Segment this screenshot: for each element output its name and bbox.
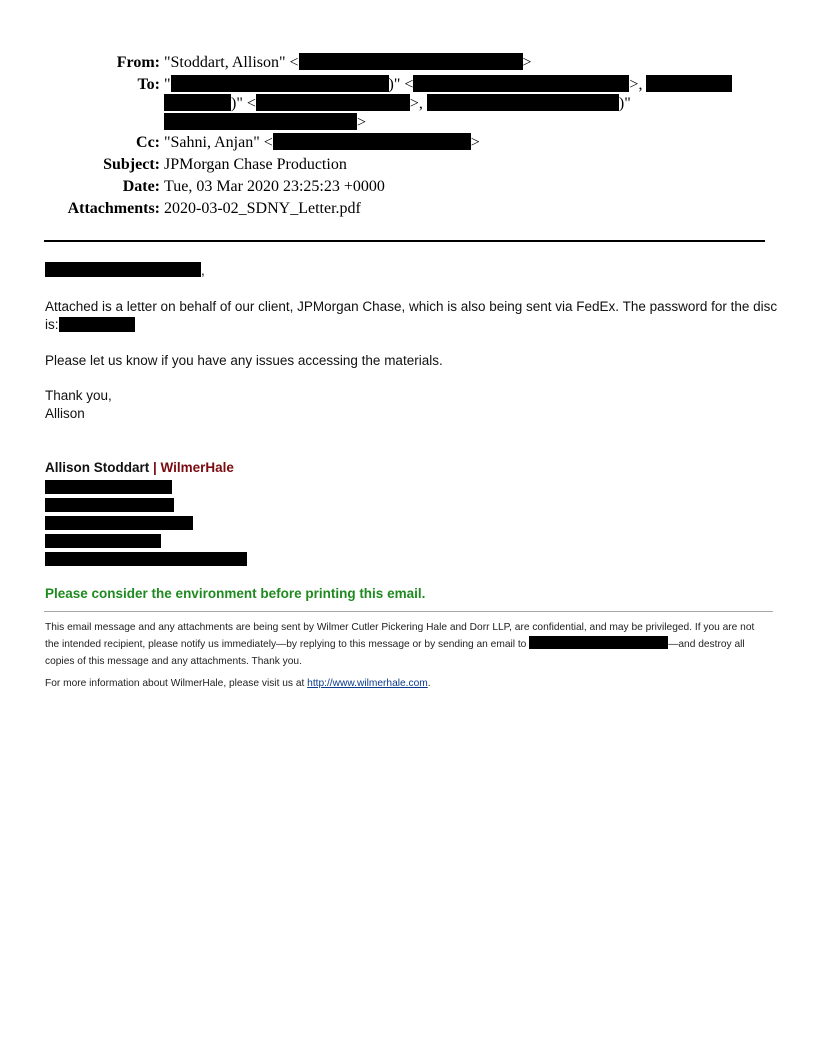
attachments-label: Attachments: (67, 200, 160, 217)
website-link[interactable]: http://www.wilmerhale.com (307, 678, 428, 689)
from-end: > (522, 54, 532, 71)
to-sep: )" < (388, 76, 414, 93)
to-sep: )" (618, 95, 631, 112)
subject-value: JPMorgan Chase Production (164, 156, 347, 173)
redacted-block (45, 480, 172, 494)
cc-name: "Sahni, Anjan" < (164, 134, 273, 151)
paragraph-1-line-1: Attached is a letter on behalf of our client, JPMorgan Chase, which is also being sent via FedEx. The password for the disc (45, 299, 778, 314)
signoff: Allison (45, 406, 85, 421)
redacted-block (646, 75, 732, 92)
redacted-block (427, 94, 619, 111)
disclaimer-line-2-b: —and destroy all (668, 639, 745, 650)
paragraph-2: Please let us know if you have any issues accessing the materials. (45, 353, 443, 368)
to-value-line2 (164, 94, 631, 114)
environment-notice: Please consider the environment before printing this email. (45, 586, 426, 601)
to-sep: > (357, 114, 367, 131)
password-label: is: (45, 317, 59, 332)
more-info-text: For more information about WilmerHale, please visit us at (45, 678, 308, 689)
from-name: "Stoddart, Allison" < (164, 54, 299, 71)
redacted-block (299, 53, 523, 70)
signature-line (45, 459, 234, 477)
signature-firm: WilmerHale (160, 460, 234, 475)
redacted-block (45, 534, 161, 548)
subject-label: Subject: (103, 156, 160, 173)
to-value-line3 (164, 113, 366, 133)
to-sep: )" < (231, 95, 256, 112)
to-quote: " (164, 76, 171, 93)
disclaimer-line-1: This email message and any attachments are being sent by Wilmer Cutler Pickering Hale and Dorr LLP, are confidential, and may be privileged. If you are not (45, 622, 755, 633)
cc-value (164, 133, 480, 153)
redacted-block (45, 516, 193, 530)
cc-label: Cc: (136, 134, 160, 151)
more-info (45, 675, 431, 692)
disclaimer (45, 619, 775, 670)
paragraph-1-line-2 (45, 316, 777, 334)
redacted-block (45, 262, 201, 277)
greeting-comma: , (201, 263, 205, 278)
to-sep: >, (409, 95, 427, 112)
signature-separator: | (149, 460, 161, 475)
date-value: Tue, 03 Mar 2020 23:25:23 +0000 (164, 178, 385, 195)
redacted-block (256, 94, 410, 111)
redacted-block (45, 552, 247, 566)
paragraph-1 (45, 298, 777, 334)
redacted-block (529, 636, 668, 649)
redacted-block (59, 317, 135, 332)
header-divider (44, 240, 765, 242)
redacted-block (413, 75, 629, 92)
more-info-end: . (427, 678, 431, 689)
closing: Thank you, (45, 388, 112, 403)
from-label: From: (116, 54, 160, 71)
redacted-block (164, 94, 231, 111)
from-value (164, 53, 532, 73)
signature-name: Allison Stoddart (45, 460, 150, 475)
cc-end: > (470, 134, 480, 151)
redacted-block (164, 113, 357, 130)
attachment-file[interactable]: 2020-03-02_SDNY_Letter.pdf (164, 200, 361, 217)
greeting (45, 262, 205, 280)
to-sep: >, (629, 76, 647, 93)
redacted-block (273, 133, 471, 150)
redacted-block (171, 75, 389, 92)
to-label: To: (137, 76, 160, 93)
footer-divider (44, 611, 773, 612)
date-label: Date: (122, 178, 160, 195)
disclaimer-line-3: copies of this message and any attachments. Thank you. (45, 656, 302, 667)
redacted-block (45, 498, 174, 512)
disclaimer-line-2-a: the intended recipient, please notify us immediately—by replying to this message or by sending an email to (45, 639, 527, 650)
disclaimer-line-2 (45, 636, 775, 653)
to-value-line1 (164, 75, 732, 95)
